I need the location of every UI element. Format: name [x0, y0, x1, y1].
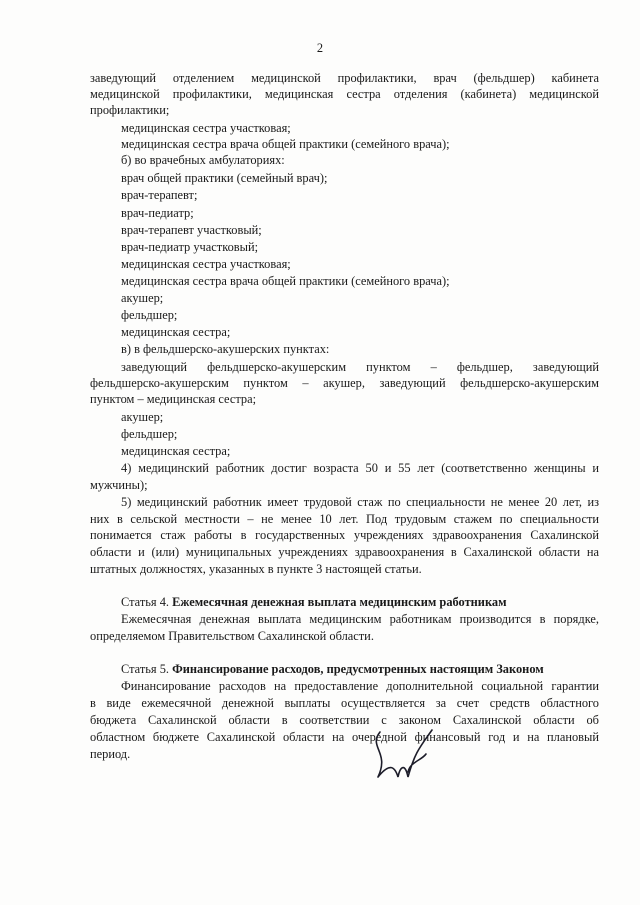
article-4-line: Ежемесячная денежная выплата медицинским работникам производится в порядке, — [121, 612, 599, 626]
body-line: фельдшерско-акушерским пунктом – акушер, заведующий фельдшерско-акушерским — [90, 376, 599, 390]
body-line: медицинская сестра врача общей практики (семейного врача); — [121, 274, 450, 288]
body-line: врач-педиатр; — [121, 206, 194, 220]
body-line: медицинская сестра участковая; — [121, 121, 291, 135]
article-5-line: бюджета Сахалинской области в соответствии с законом Сахалинской области об — [90, 713, 599, 727]
article-5-line: период. — [90, 747, 131, 761]
body-line: медицинская сестра врача общей практики (семейного врача); — [121, 137, 450, 151]
body-line: в) в фельдшерско-акушерских пунктах: — [121, 342, 330, 356]
body-line: мужчины); — [90, 478, 148, 492]
body-line: профилактики; — [90, 103, 170, 117]
article-5-heading — [121, 661, 544, 677]
article-5-line: в виде ежемесячной денежной выплаты осуществляется за счет средств областного — [90, 696, 599, 710]
body-line: 4) медицинский работник достиг возраста 50 и 55 лет (соответственно женщины и — [121, 461, 599, 475]
body-line: акушер; — [121, 291, 164, 305]
body-line: них в сельской местности – не менее 10 лет. Под трудовым стажем по специальности — [90, 512, 599, 526]
page-number: 2 — [316, 41, 324, 55]
body-line: пунктом – медицинская сестра; — [90, 392, 257, 406]
article-5-prefix: Статья 5. — [121, 662, 170, 676]
body-line: медицинская сестра; — [121, 325, 231, 339]
body-line: заведующий отделением медицинской профилактики, врач (фельдшер) кабинета — [90, 71, 599, 85]
body-line: заведующий фельдшерско-акушерским пунктом – фельдшер, заведующий — [121, 360, 599, 374]
body-line: врач общей практики (семейный врач); — [121, 171, 328, 185]
body-line: медицинская сестра участковая; — [121, 257, 291, 271]
body-line: медицинской профилактики, медицинская сестра отделения (кабинета) медицинской — [90, 87, 599, 101]
body-line: фельдшер; — [121, 427, 178, 441]
body-line: фельдшер; — [121, 308, 178, 322]
body-line: медицинская сестра; — [121, 444, 231, 458]
article-5-title: Финансирование расходов, предусмотренных настоящим Законом — [172, 662, 544, 676]
body-line: врач-терапевт; — [121, 188, 198, 202]
body-line: 5) медицинский работник имеет трудовой стаж по специальности не менее 20 лет, из — [121, 495, 599, 509]
article-4-title: Ежемесячная денежная выплата медицинским работникам — [172, 595, 507, 609]
article-5-line: областном бюджете Сахалинской области на очередной финансовый год и на плановый — [90, 730, 599, 744]
body-line: б) во врачебных амбулаториях: — [121, 153, 285, 167]
article-4-line: определяемом Правительством Сахалинской области. — [90, 629, 374, 643]
article-5-line: Финансирование расходов на предоставление дополнительной социальной гарантии — [121, 679, 599, 693]
body-line: акушер; — [121, 410, 164, 424]
article-4-prefix: Статья 4. — [121, 595, 170, 609]
body-line: врач-педиатр участковый; — [121, 240, 259, 254]
article-4-heading — [121, 594, 507, 610]
body-line: врач-терапевт участковый; — [121, 223, 262, 237]
body-line: области и (или) муниципальных учреждениях здравоохранения в Сахалинской области на — [90, 545, 599, 559]
body-line: штатных должностях, указанных в пункте 3 настоящей статьи. — [90, 562, 422, 576]
signature-image — [360, 722, 450, 796]
body-line: понимается стаж работы в государственных учреждениях здравоохранения Сахалинской — [90, 528, 599, 542]
